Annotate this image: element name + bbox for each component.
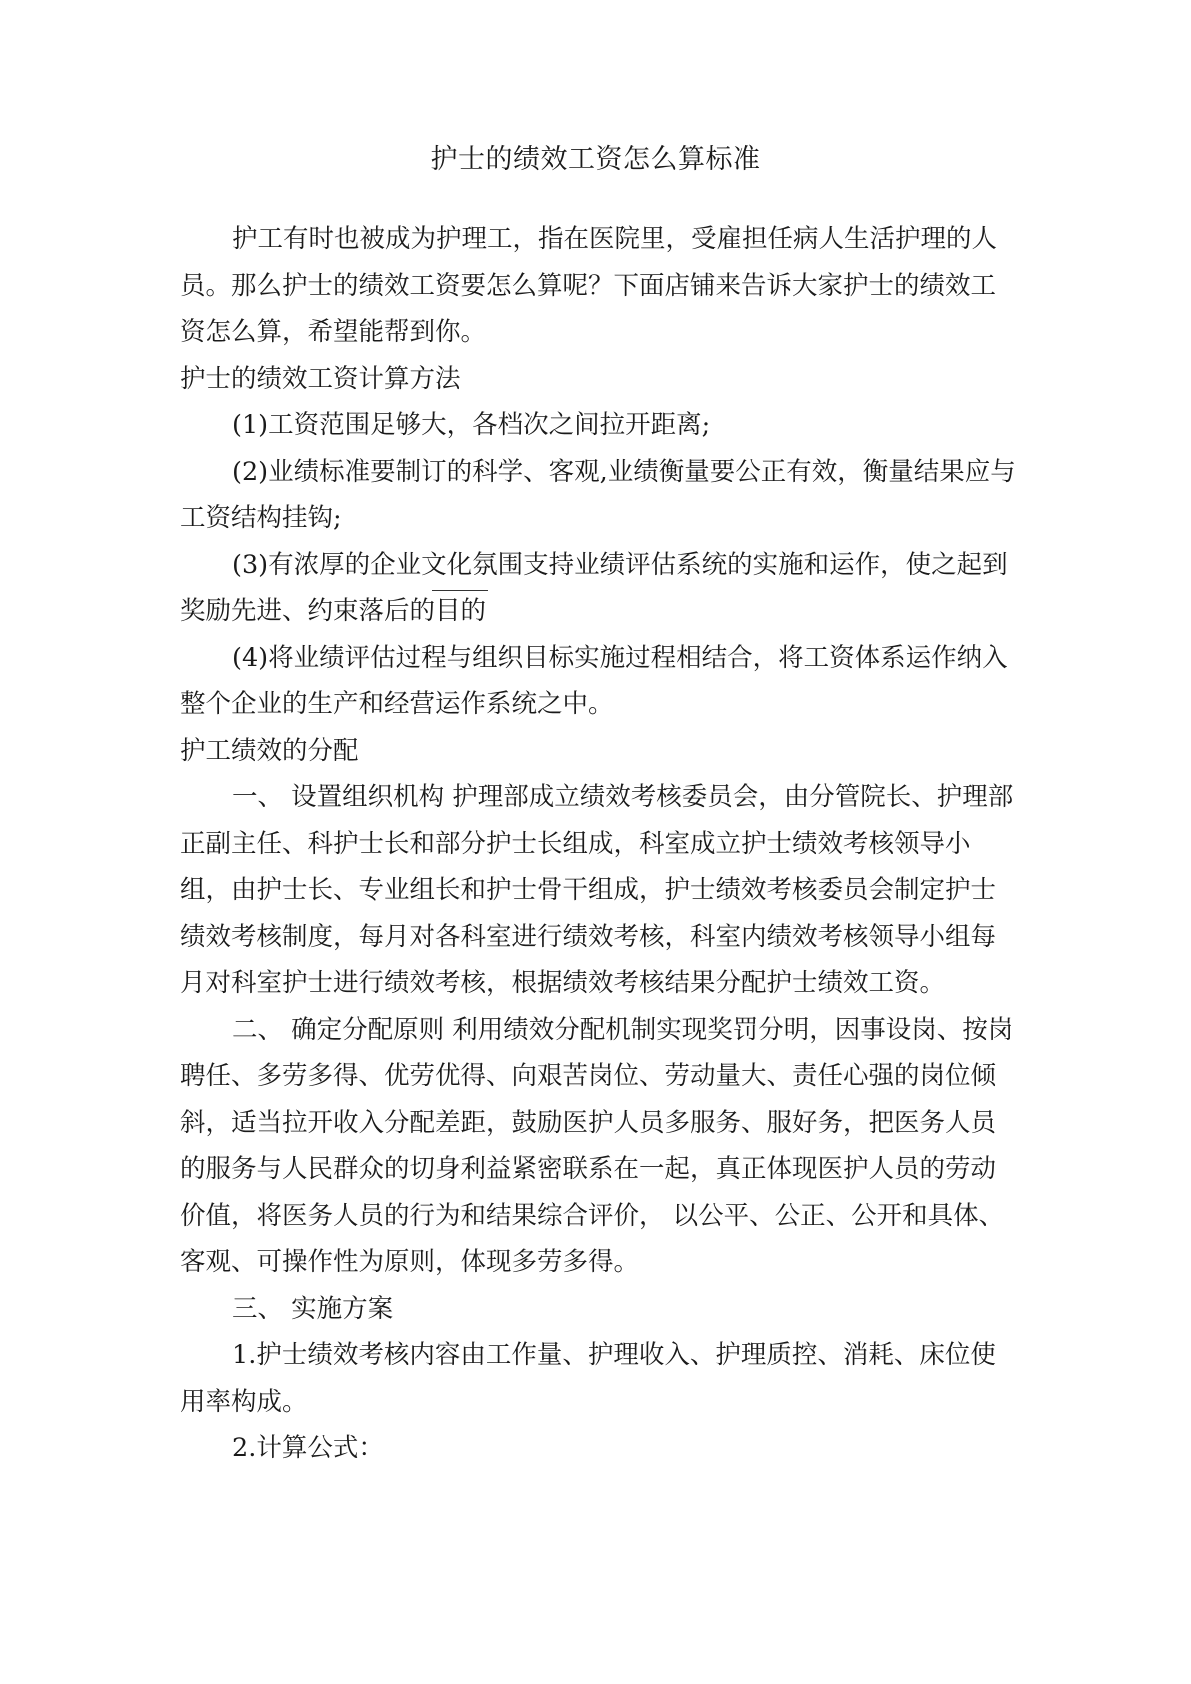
paragraph-method-1: (1)工资范围足够大，各档次之间拉开距离; [232, 410, 711, 440]
paragraph-method-2: (2)业绩标准要制订的科学、客观,业绩衡量要公正有效，衡量结果应与工资结构挂钩; [180, 456, 1016, 533]
paragraph-distribution-1: 一、 设置组织机构 护理部成立绩效考核委员会，由分管院长、护理部正副主任、科护士长和部分护士长组成，科室成立护士绩效考核领导小组，由护士长、专业组长和护士骨干组成，护士绩效考核委员会制定护士绩效考核制度，每月对各科室进行绩效考核，科室内绩效考核领导小组每月对科室护士进行绩效考核，根据绩效考核结果分配护士绩效工资。 [180, 782, 1014, 998]
section-heading-distribution: 护工绩效的分配 [180, 735, 359, 766]
page-title: 护士的绩效工资怎么算标准 [430, 144, 761, 175]
document-body [180, 216, 1016, 1472]
paragraph-plan-1: 1.护士绩效考核内容由工作量、护理收入、护理质控、消耗、床位使用率构成。 [180, 1340, 996, 1417]
paragraph-intro: 护工有时也被成为护理工，指在医院里，受雇担任病人生活护理的人员。那么护士的绩效工资要怎么算呢？下面店铺来告诉大家护士的绩效工资怎么算，希望能帮到你。 [180, 224, 998, 347]
underline-mark [432, 590, 488, 591]
paragraph-plan-2: 2.计算公式： [232, 1433, 384, 1463]
paragraph-distribution-2: 二、 确定分配原则 利用绩效分配机制实现奖罚分明，因事设岗、按岗聘任、多劳多得、优劳优得、向艰苦岗位、劳动量大、责任心强的岗位倾斜，适当拉开收入分配差距，鼓励医护人员多服务、服好务，把医务人员的服务与人民群众的切身利益紧密联系在一起，真正体现医护人员的劳动价值，将医务人员的行为和结果综合评价， 以公平、公正、公开和具体、客观、可操作性为原则，体现多劳多得。 [180, 1014, 1014, 1277]
paragraph-method-4: (4)将业绩评估过程与组织目标实施过程相结合，将工资体系运作纳入整个企业的生产和经营运作系统之中。 [180, 642, 1008, 719]
section-heading-method: 护士的绩效工资计算方法 [180, 363, 461, 394]
paragraph-distribution-3: 三、 实施方案 [232, 1293, 394, 1324]
paragraph-method-3: (3)有浓厚的企业文化氛围支持业绩评估系统的实施和运作，使之起到奖励先进、约束落后的目的 [180, 549, 1008, 626]
